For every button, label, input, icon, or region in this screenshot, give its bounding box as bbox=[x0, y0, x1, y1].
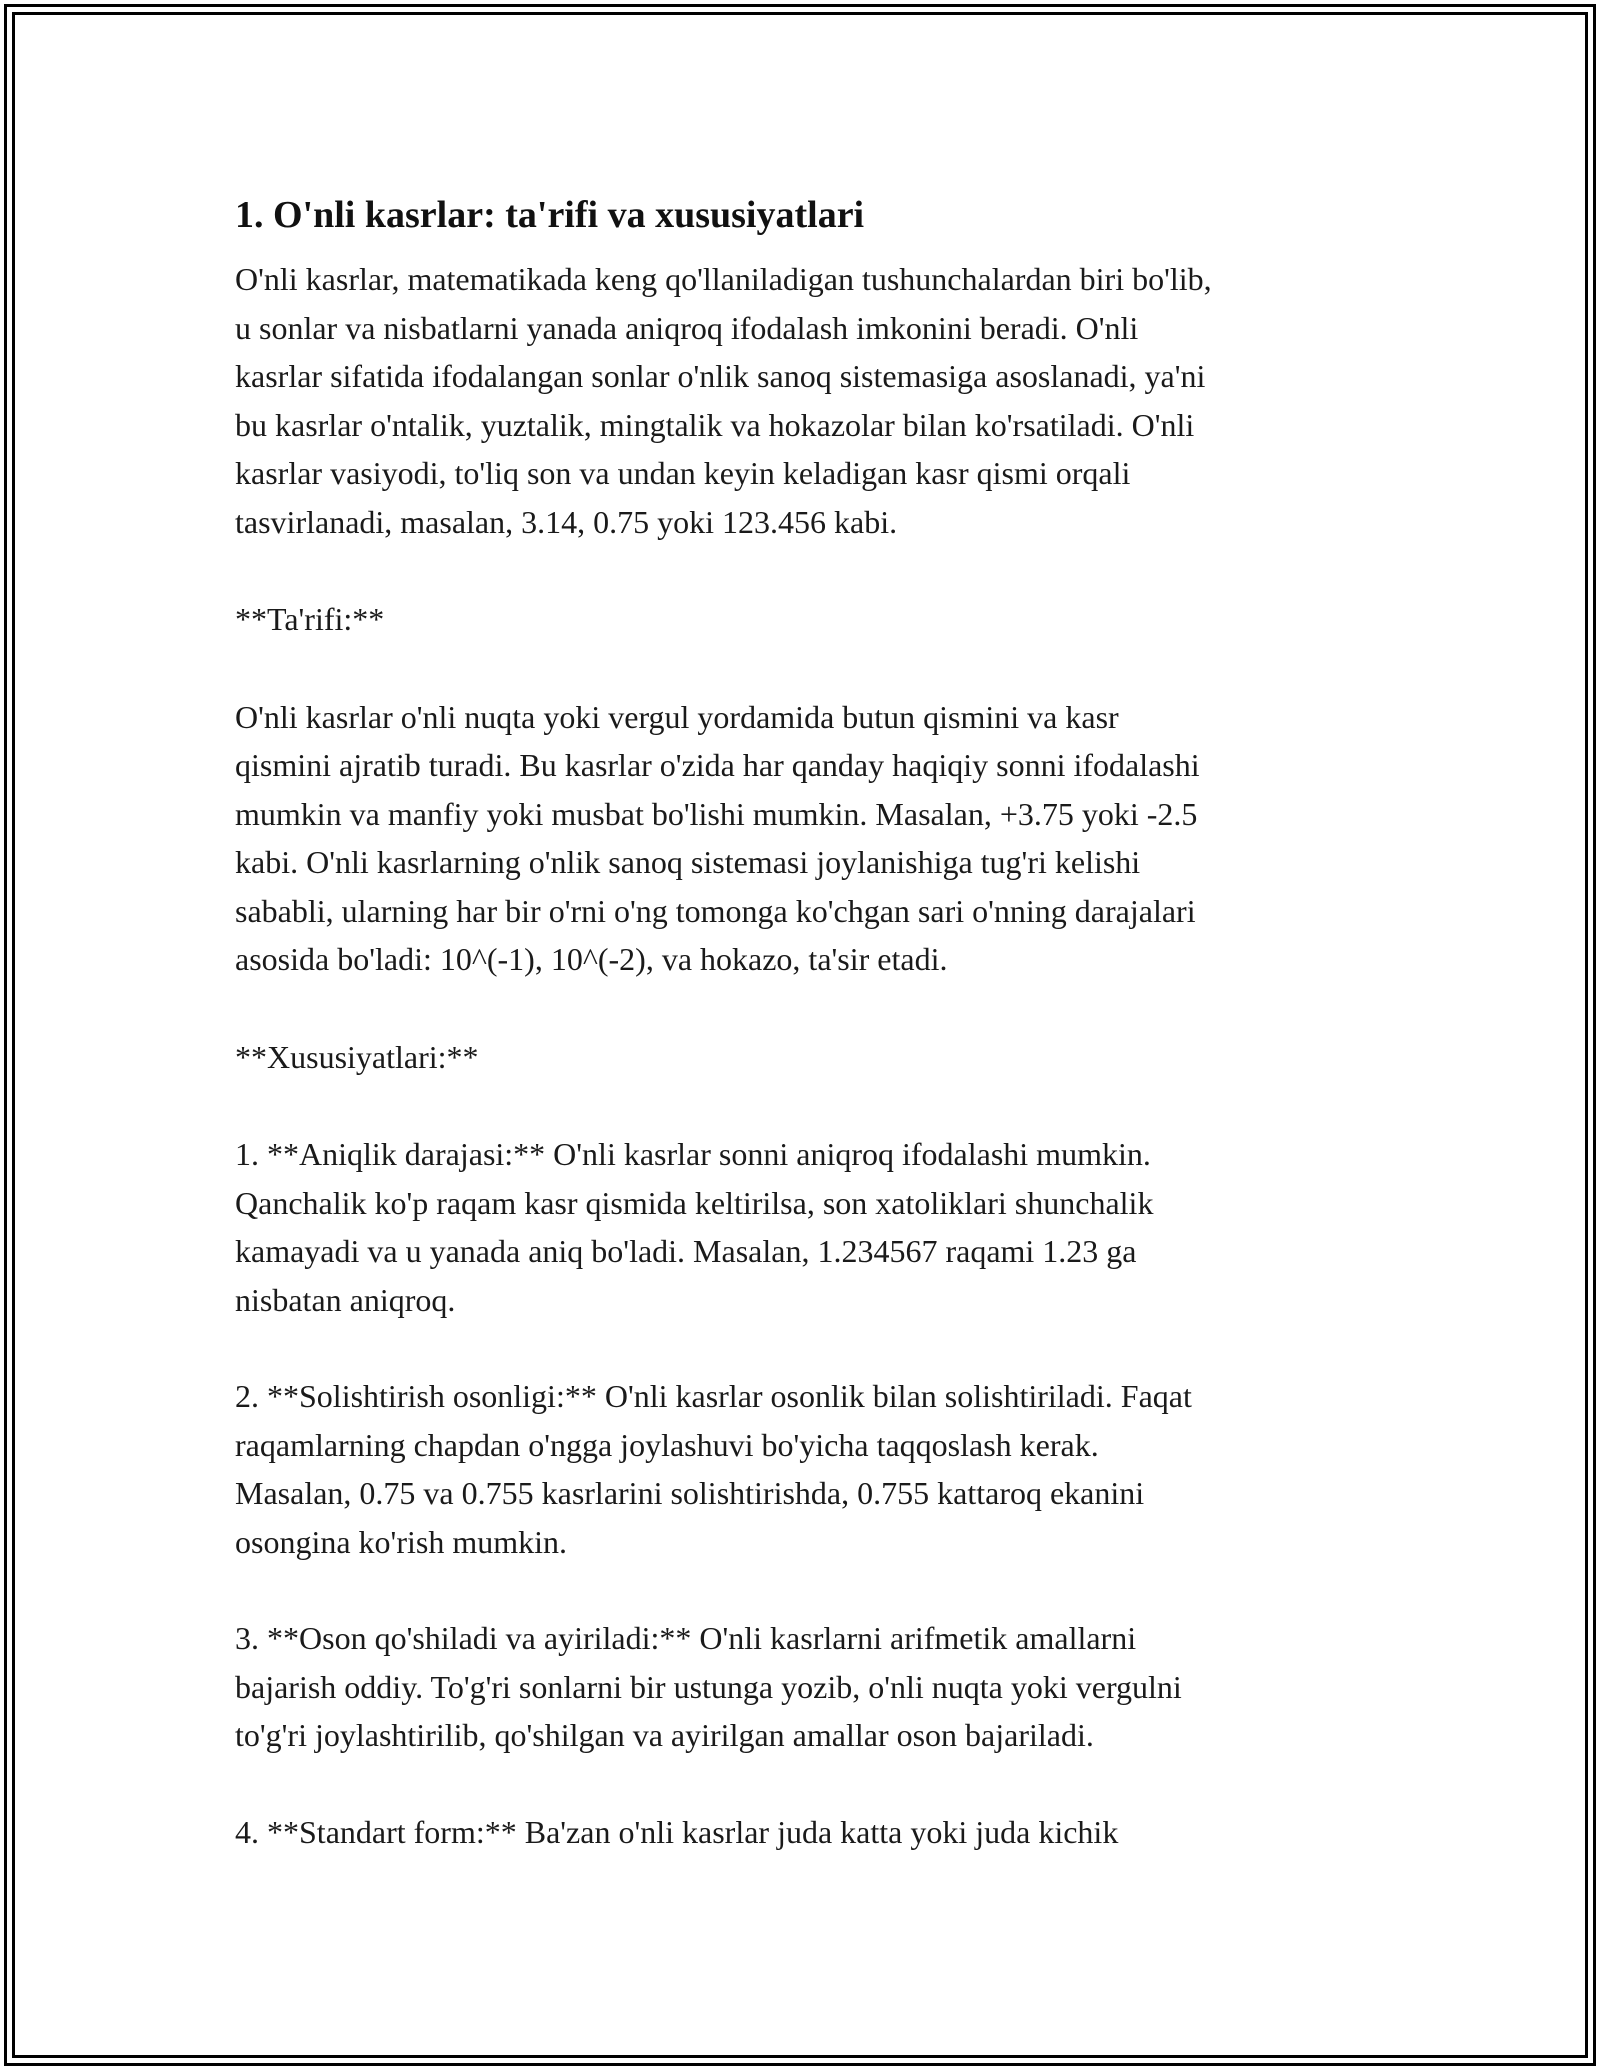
definition-paragraph: O'nli kasrlar o'nli nuqta yoki vergul yordamida butun qismini va kasr qismini ajratib turadi. Bu kasrlar o'zida har qanday haqiqiy sonni ifodalashi mumkin va manfiy yoki musbat bo'lishi mumkin. Masalan, +3.75 yoki -2.5 kabi. O'nli kasrlarning o'nlik sanoq sistemasi joylanishiga tug'ri kelishi sababli, ularning har bir o'rni o'ng tomonga ko'chgan sari o'nning darajalari asosida bo'ladi: 10^(-1), 10^(-2), va hokazo, ta'sir etadi. bbox=[235, 698, 1200, 977]
property-item-4: 4. **Standart form:** Ba'zan o'nli kasrlar juda katta yoki juda kichik bbox=[235, 1813, 1119, 1850]
definition-label: **Ta'rifi:** bbox=[235, 601, 385, 637]
property-item-3: 3. **Oson qo'shiladi va ayiriladi:** O'nli kasrlarni arifmetik amallarni bajarish oddiy. To'g'ri sonlarni bir ustunga yozib, o'nli nuqta yoki vergulni to'g'ri joylashtirilib, qo'shilgan va ayirilgan amallar oson bajariladi. bbox=[235, 1620, 1182, 1753]
intro-paragraph: O'nli kasrlar, matematikada keng qo'llaniladigan tushunchalardan biri bo'lib, u sonlar va nisbatlarni yanada aniqroq ifodalash imkonini beradi. O'nli kasrlar sifatida ifodalangan sonlar o'nlik sanoq sistemasiga asoslanadi, ya'ni bu kasrlar o'ntalik, yuztalik, mingtalik va hokazolar bilan ko'rsatiladi. O'nli kasrlar vasiyodi, to'liq son va undan keyin keladigan kasr qismi orqali tasvirlanadi, masalan, 3.14, 0.75 yoki 123.456 kabi. bbox=[235, 261, 1212, 540]
property-item-2: 2. **Solishtirish osonligi:** O'nli kasrlar osonlik bilan solishtiriladi. Faqat raqamlarning chapdan o'ngga joylashuvi bo'yicha taqqoslash kerak. Masalan, 0.75 va 0.755 kasrlarini solishtirishda, 0.755 kattaroq ekanini osongina ko'rish mumkin. bbox=[235, 1378, 1192, 1560]
property-item-1: 1. **Aniqlik darajasi:** O'nli kasrlar sonni aniqroq ifodalashi mumkin. Qanchalik ko'p raqam kasr qismida keltirilsa, son xatoliklari shunchalik kamayadi va u yanada aniq bo'ladi. Masalan, 1.234567 raqami 1.23 ga nisbatan aniqroq. bbox=[235, 1136, 1154, 1318]
document-heading: 1. O'nli kasrlar: ta'rifi va xususiyatlari bbox=[235, 194, 865, 236]
properties-label: **Xususiyatlari:** bbox=[235, 1038, 479, 1075]
document-body bbox=[235, 185, 1365, 1856]
